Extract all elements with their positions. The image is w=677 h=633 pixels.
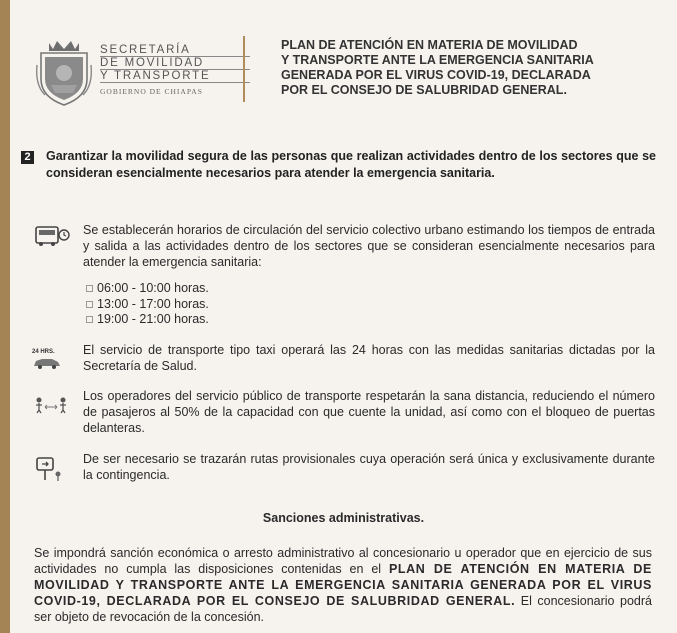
- schedule-item: [86, 297, 209, 313]
- plan-title-line-2: Y TRANSPORTE ANTE LA EMERGENCIA SANITARIA: [281, 53, 594, 67]
- sanctions-text-start: Se impondrá sanción económica o arresto administrativo al concesionario u operador que en ejercicio de sus actividades no cumpla las disposiciones contenidas en el: [34, 546, 652, 576]
- sanctions-text-end: El concesionario podrá ser objeto de revocación de la concesión.: [34, 594, 652, 624]
- document-page: [10, 0, 677, 633]
- social-distance-icon: [34, 396, 68, 414]
- logo-line-3: Y TRANSPORTE: [100, 69, 250, 83]
- taxi-24h-icon: [32, 349, 68, 374]
- item-1-text: Se establecerán horarios de circulación del servicio colectivo urbano estimando los tiempos de entrada y salida a las actividades dentro de los sectores que se consideran esencialmente necesarios para atender la emergencia sanitaria:: [83, 223, 655, 269]
- item-2-text: El servicio de transporte tipo taxi operará las 24 horas con las medidas sanitarias dictadas por la Secretaría de Salud.: [83, 343, 655, 373]
- taxi-car-icon: [32, 357, 62, 369]
- coat-of-arms-icon: [35, 35, 93, 107]
- schedule-item: [86, 312, 209, 328]
- item-4-text: De ser necesario se trazarán rutas provisionales cuya operación será única y exclusivamente durante la contingencia.: [83, 452, 655, 482]
- plan-title: [281, 38, 651, 98]
- schedule-item-3-text: 19:00 - 21:00 horas.: [97, 312, 209, 326]
- bus-clock-icon: [34, 225, 70, 247]
- sanctions-text-bold: PLAN DE ATENCIÓN EN MATERIA DE MOVILIDAD Y TRANSPORTE ANTE LA EMERGENCIA SANITARIA GENERADA POR EL VIRUS COVID-19, DECLARADA POR EL CONSEJO DE SALUBRIDAD GENERAL.: [34, 562, 652, 608]
- header-divider: [243, 36, 245, 102]
- schedule-item-1-text: 06:00 - 10:00 horas.: [97, 281, 209, 295]
- plan-title-line-3: GENERADA POR EL VIRUS COVID-19, DECLARADA: [281, 68, 591, 82]
- section-number: 2: [21, 151, 34, 164]
- sanctions-paragraph: [34, 545, 652, 625]
- route-sign-icon: [34, 456, 66, 482]
- logo-line-2: DE MOVILIDAD: [100, 56, 250, 69]
- secretaria-logo-text: [100, 44, 250, 96]
- logo-line-1: SECRETARÍA: [100, 44, 191, 56]
- plan-title-line-1: PLAN DE ATENCIÓN EN MATERIA DE MOVILIDAD: [281, 38, 578, 52]
- item-3-text: Los operadores del servicio público de transporte respetarán la sana distancia, reduciendo el número de pasajeros al 50% de la capacidad con que cuente la unidad, así como con el bloqueo de puertas delanteras.: [83, 389, 655, 435]
- schedule-list: [86, 281, 209, 328]
- schedule-item-2-text: 13:00 - 17:00 horas.: [97, 296, 209, 311]
- schedule-item: [86, 281, 209, 297]
- section-heading: Garantizar la movilidad segura de las personas que realizan actividades dentro de los sectores que se consideran esencialmente necesarios para atender la emergencia sanitaria.: [46, 149, 656, 180]
- taxi-24h-label: 24 HRS.: [32, 349, 55, 355]
- logo-government: GOBIERNO DE CHIAPAS: [100, 87, 203, 96]
- plan-title-line-4: POR EL CONSEJO DE SALUBRIDAD GENERAL.: [281, 83, 567, 97]
- sanctions-heading: Sanciones administrativas.: [262, 511, 425, 525]
- left-border-bar: [0, 0, 10, 633]
